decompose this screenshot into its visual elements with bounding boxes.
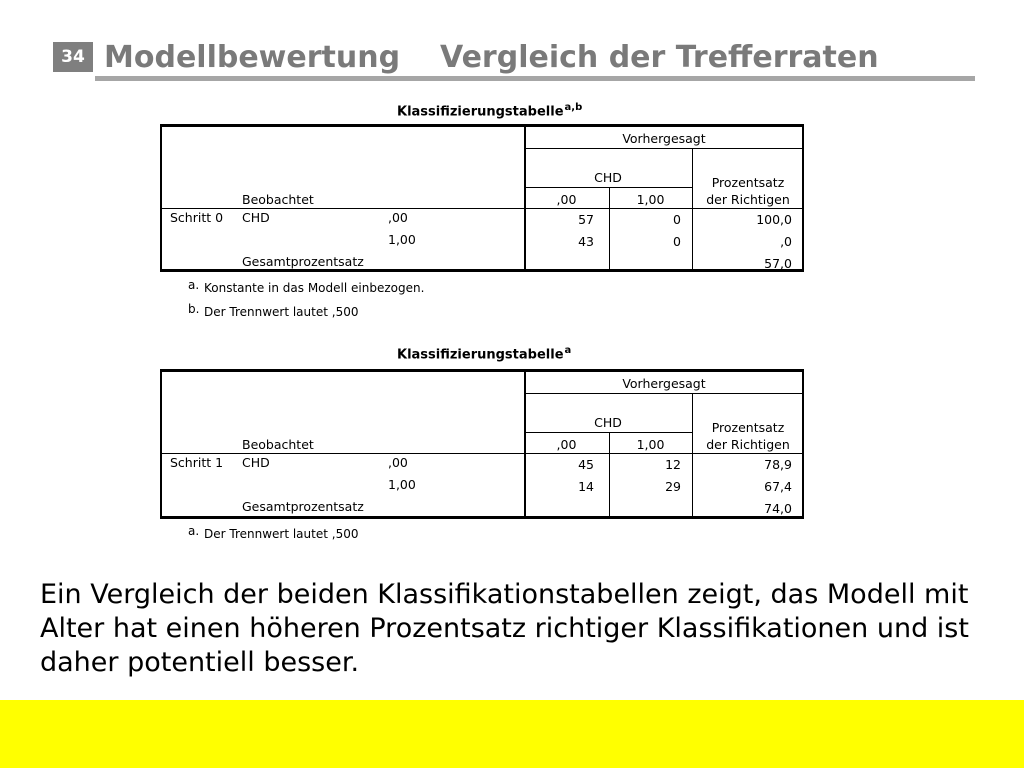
table2-title xyxy=(397,345,571,362)
header-der-richtigen: der Richtigen xyxy=(706,192,790,207)
table-frame-left xyxy=(160,124,162,272)
step-label: Schritt 1 xyxy=(170,455,224,470)
slide-subtitle: Vergleich der Trefferraten xyxy=(440,40,879,75)
cell-value: 29 xyxy=(665,479,681,494)
table1-note-b xyxy=(188,302,359,319)
cell-percent: 100,0 xyxy=(756,212,792,227)
footer-bar xyxy=(0,700,1024,768)
header-col-00: ,00 xyxy=(556,437,577,452)
cell-value: 57 xyxy=(578,212,594,227)
cell-value: 14 xyxy=(578,479,594,494)
note-marker: a. xyxy=(188,524,200,538)
table-frame-left xyxy=(160,369,162,519)
cell-value: 43 xyxy=(578,234,594,249)
table1-note-a xyxy=(188,278,425,295)
overall-percent: 57,0 xyxy=(764,256,792,271)
header-prozentsatz: Prozentsatz xyxy=(711,175,785,190)
table-hline-header xyxy=(160,453,804,454)
classification-table-2 xyxy=(160,369,804,519)
header-der-richtigen: der Richtigen xyxy=(706,437,790,452)
note-text: Der Trennwert lautet ,500 xyxy=(204,527,359,541)
table-hline-chd xyxy=(524,432,692,433)
slide-title: Modellbewertung xyxy=(104,40,401,75)
table1-title-text: Klassifizierungstabelle xyxy=(397,104,564,120)
conclusion-text: Ein Vergleich der beiden Klassifikationstabellen zeigt, das Modell mit Alter hat einen höheren Prozentsatz richtiger Klassifikationen und ist daher potentiell besser. xyxy=(40,579,969,678)
row-label: ,00 xyxy=(388,455,408,470)
cell-value: 0 xyxy=(673,234,681,249)
header-beobachtet: Beobachtet xyxy=(242,192,314,207)
overall-percent: 74,0 xyxy=(764,501,792,516)
row-label: 1,00 xyxy=(388,232,416,247)
title-rule xyxy=(95,76,975,81)
header-vorhergesagt: Vorhergesagt xyxy=(622,131,706,146)
note-marker: a. xyxy=(188,278,200,292)
overall-label: Gesamtprozentsatz xyxy=(242,499,364,514)
row-label: 1,00 xyxy=(388,477,416,492)
table2-note-a xyxy=(188,524,359,541)
table-frame-top xyxy=(160,369,804,372)
cell-value: 0 xyxy=(673,212,681,227)
cell-percent: ,0 xyxy=(780,234,792,249)
note-text: Konstante in das Modell einbezogen. xyxy=(204,281,425,295)
cell-value: 12 xyxy=(665,457,681,472)
table1-title-sup: a,b xyxy=(564,102,583,113)
cell-percent: 78,9 xyxy=(764,457,792,472)
table-hline-chd xyxy=(524,187,692,188)
table-divider-pct xyxy=(692,148,693,272)
header-beobachtet: Beobachtet xyxy=(242,437,314,452)
table-hline-header xyxy=(160,208,804,209)
table-divider-pct xyxy=(692,393,693,519)
classification-table-1 xyxy=(160,124,804,272)
step-label: Schritt 0 xyxy=(170,210,224,225)
header-vorhergesagt: Vorhergesagt xyxy=(622,376,706,391)
variable-label: CHD xyxy=(242,455,270,470)
header-chd: CHD xyxy=(594,415,622,430)
overall-label: Gesamtprozentsatz xyxy=(242,254,364,269)
table2-title-sup: a xyxy=(564,345,572,356)
header-col-00: ,00 xyxy=(556,192,577,207)
table-hline-vorhergesagt xyxy=(524,148,804,149)
slide-number: 34 xyxy=(53,42,93,72)
row-label: ,00 xyxy=(388,210,408,225)
table2-title-text: Klassifizierungstabelle xyxy=(397,347,564,363)
variable-label: CHD xyxy=(242,210,270,225)
note-text: Der Trennwert lautet ,500 xyxy=(204,305,359,319)
cell-value: 45 xyxy=(578,457,594,472)
table-frame-bottom xyxy=(160,516,804,519)
header-chd: CHD xyxy=(594,170,622,185)
note-marker: b. xyxy=(188,302,200,316)
header-col-100: 1,00 xyxy=(636,192,665,207)
table-hline-vorhergesagt xyxy=(524,393,804,394)
table1-title xyxy=(397,102,582,119)
header-prozentsatz: Prozentsatz xyxy=(711,420,785,435)
table-frame-top xyxy=(160,124,804,127)
cell-percent: 67,4 xyxy=(764,479,792,494)
header-col-100: 1,00 xyxy=(636,437,665,452)
